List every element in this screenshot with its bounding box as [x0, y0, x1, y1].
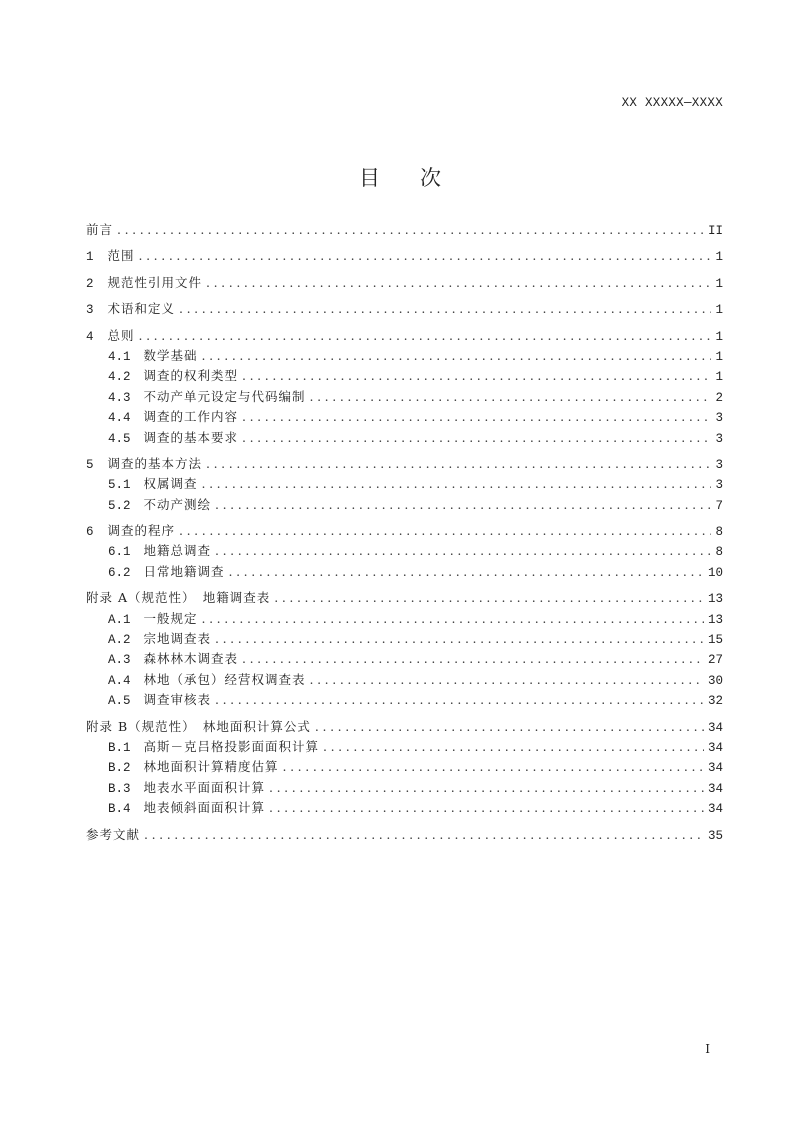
toc-entry-page: 3 — [715, 478, 723, 493]
toc-entry-label: 不动产单元设定与代码编制 — [143, 388, 306, 404]
dot-leader — [215, 629, 704, 649]
toc-entry-number: 6.1 — [108, 545, 131, 560]
toc-entry-label: 调查的工作内容 — [143, 409, 239, 425]
toc-entry[interactable] — [86, 299, 723, 319]
toc-entry-number: 2 — [86, 276, 94, 291]
toc-entry-label: 不动产测绘 — [143, 496, 212, 512]
toc-entry-page: II — [707, 224, 723, 238]
dot-leader — [310, 670, 704, 690]
toc-entry-page: 3 — [715, 431, 723, 446]
toc-entry[interactable] — [86, 737, 723, 757]
toc-entry[interactable] — [86, 428, 723, 448]
dot-leader — [215, 495, 711, 515]
toc-entry-page: 34 — [707, 781, 723, 796]
toc-entry[interactable] — [86, 474, 723, 494]
toc-entry[interactable] — [86, 825, 723, 845]
toc-entry[interactable] — [86, 690, 723, 710]
toc-entry-number: 4.1 — [108, 349, 131, 364]
dot-leader — [179, 521, 711, 541]
toc-entry-number: 5.2 — [108, 498, 131, 513]
toc-entry[interactable] — [86, 246, 723, 266]
dot-leader — [215, 541, 711, 561]
toc-entry-page: 34 — [707, 720, 723, 735]
toc-entry-page: 15 — [707, 633, 723, 648]
toc-entry-label: 附录 A（规范性） 地籍调查表 — [86, 590, 271, 606]
toc-entry[interactable] — [86, 454, 723, 474]
toc-entry-label: 林地（承包）经营权调查表 — [143, 671, 306, 687]
toc-entry-page: 34 — [707, 802, 723, 817]
toc-entry-number: 1 — [86, 250, 94, 265]
dot-leader — [179, 299, 711, 319]
toc-entry[interactable] — [86, 649, 723, 669]
toc-entry-label: 调查审核表 — [143, 692, 212, 708]
toc-entry-number: 4 — [86, 329, 94, 344]
toc-entry-page: 1 — [715, 329, 723, 344]
dot-leader — [315, 717, 704, 737]
toc-entry-page: 8 — [715, 545, 723, 560]
dot-leader — [144, 825, 704, 845]
toc-entry-page: 10 — [707, 565, 723, 580]
toc-entry-label: 地籍总调查 — [143, 543, 212, 559]
toc-entry-page: 1 — [715, 349, 723, 364]
dot-leader — [139, 326, 712, 346]
toc-entry-label: 参考文献 — [86, 826, 141, 842]
dot-leader — [323, 737, 704, 757]
toc-entry-label: 日常地籍调查 — [143, 563, 225, 579]
toc-entry-label: 地表倾斜面面积计算 — [143, 800, 266, 816]
toc-entry[interactable] — [86, 407, 723, 427]
toc-entry-page: 30 — [707, 673, 723, 688]
dot-leader — [202, 609, 704, 629]
dot-leader — [229, 562, 704, 582]
dot-leader — [242, 649, 704, 669]
toc-entry[interactable] — [86, 495, 723, 515]
dot-leader — [206, 454, 711, 474]
toc-entry[interactable] — [86, 670, 723, 690]
toc-entry-label: 调查的权利类型 — [143, 368, 239, 384]
toc-entry-page: 32 — [707, 694, 723, 709]
toc-entry-page: 3 — [715, 457, 723, 472]
toc-entry[interactable] — [86, 609, 723, 629]
toc-entry-number: B.4 — [108, 802, 131, 817]
toc-entry-label: 高斯－克吕格投影面面积计算 — [143, 738, 320, 754]
dot-leader — [242, 428, 711, 448]
toc-entry-page: 13 — [707, 612, 723, 627]
title-char: 目 — [359, 166, 380, 190]
toc-entry[interactable] — [86, 387, 723, 407]
toc-entry-label: 权属调查 — [143, 476, 198, 492]
toc-entry-number: B.1 — [108, 740, 131, 755]
toc-entry-label: 术语和定义 — [107, 301, 176, 317]
toc-entry-label: 调查的基本方法 — [107, 455, 203, 471]
dot-leader — [269, 778, 704, 798]
toc-entry-number: 3 — [86, 303, 94, 318]
toc-entry[interactable] — [86, 521, 723, 541]
toc-entry-label: 森林林木调查表 — [143, 651, 239, 667]
toc-entry[interactable] — [86, 220, 723, 240]
toc-entry[interactable] — [86, 588, 723, 608]
toc-entry-page: 1 — [715, 303, 723, 318]
toc-entry-label: 总则 — [107, 327, 135, 343]
toc-entry[interactable] — [86, 326, 723, 346]
toc-entry-page: 34 — [707, 761, 723, 776]
toc-entry[interactable] — [86, 562, 723, 582]
toc-entry-number: A.3 — [108, 653, 131, 668]
toc-entry-number: 4.3 — [108, 390, 131, 405]
toc-entry-label: 调查的基本要求 — [143, 429, 239, 445]
dot-leader — [202, 346, 712, 366]
toc-entry-page: 1 — [715, 276, 723, 291]
dot-leader — [269, 798, 704, 818]
toc-entry-label: 附录 B（规范性） 林地面积计算公式 — [86, 718, 311, 734]
toc-entry-number: 5 — [86, 457, 94, 472]
toc-entry-number: A.1 — [108, 612, 131, 627]
dot-leader — [283, 757, 704, 777]
toc-entry-number: 4.4 — [108, 411, 131, 426]
toc-entry-label: 前言 — [86, 222, 114, 237]
toc-entry-page: 2 — [715, 390, 723, 405]
toc-entry-number: A.5 — [108, 694, 131, 709]
toc-entry-number: 6 — [86, 525, 94, 540]
page-number: I — [705, 1042, 710, 1056]
dot-leader — [242, 407, 711, 427]
toc-entry-number: 4.2 — [108, 370, 131, 385]
dot-leader — [310, 387, 712, 407]
toc-entry[interactable] — [86, 717, 723, 737]
dot-leader — [242, 366, 711, 386]
toc-entry-page: 3 — [715, 411, 723, 426]
toc-entry[interactable] — [86, 541, 723, 561]
toc-entry[interactable] — [86, 273, 723, 293]
toc-entry-label: 林地面积计算精度估算 — [143, 759, 279, 775]
toc-entry-page: 7 — [715, 498, 723, 513]
toc-entry-label: 调查的程序 — [107, 523, 176, 539]
page-title — [0, 162, 800, 192]
table-of-contents — [86, 220, 723, 845]
toc-entry-page: 35 — [707, 828, 723, 843]
dot-leader — [206, 273, 711, 293]
toc-entry-page: 34 — [707, 740, 723, 755]
toc-entry-label: 宗地调查表 — [143, 631, 212, 647]
toc-entry-label: 范围 — [107, 248, 135, 264]
toc-entry-page: 1 — [715, 250, 723, 265]
toc-entry-page: 13 — [707, 592, 723, 607]
toc-entry-page: 1 — [715, 370, 723, 385]
document-code: XX XXXXX—XXXX — [621, 96, 723, 110]
toc-entry-label: 数学基础 — [143, 347, 198, 363]
toc-entry-page: 27 — [707, 653, 723, 668]
dot-leader — [139, 246, 712, 266]
dot-leader — [202, 474, 712, 494]
toc-entry-number: A.2 — [108, 633, 131, 648]
dot-leader — [117, 220, 704, 240]
toc-entry-page: 8 — [715, 525, 723, 540]
toc-entry-number: B.3 — [108, 781, 131, 796]
toc-entry-label: 地表水平面面积计算 — [143, 779, 266, 795]
dot-leader — [274, 588, 704, 608]
toc-entry[interactable] — [86, 778, 723, 798]
toc-entry[interactable] — [86, 346, 723, 366]
toc-entry-number: A.4 — [108, 673, 131, 688]
toc-entry-number: 6.2 — [108, 565, 131, 580]
toc-entry-label: 一般规定 — [143, 610, 198, 626]
toc-entry[interactable] — [86, 629, 723, 649]
toc-entry-label: 规范性引用文件 — [107, 274, 203, 290]
toc-entry-number: 4.5 — [108, 431, 131, 446]
toc-entry-number: B.2 — [108, 761, 131, 776]
toc-entry[interactable] — [86, 366, 723, 386]
dot-leader — [215, 690, 704, 710]
title-char: 次 — [420, 166, 441, 190]
toc-entry[interactable] — [86, 757, 723, 777]
toc-entry-number: 5.1 — [108, 478, 131, 493]
toc-entry[interactable] — [86, 798, 723, 818]
